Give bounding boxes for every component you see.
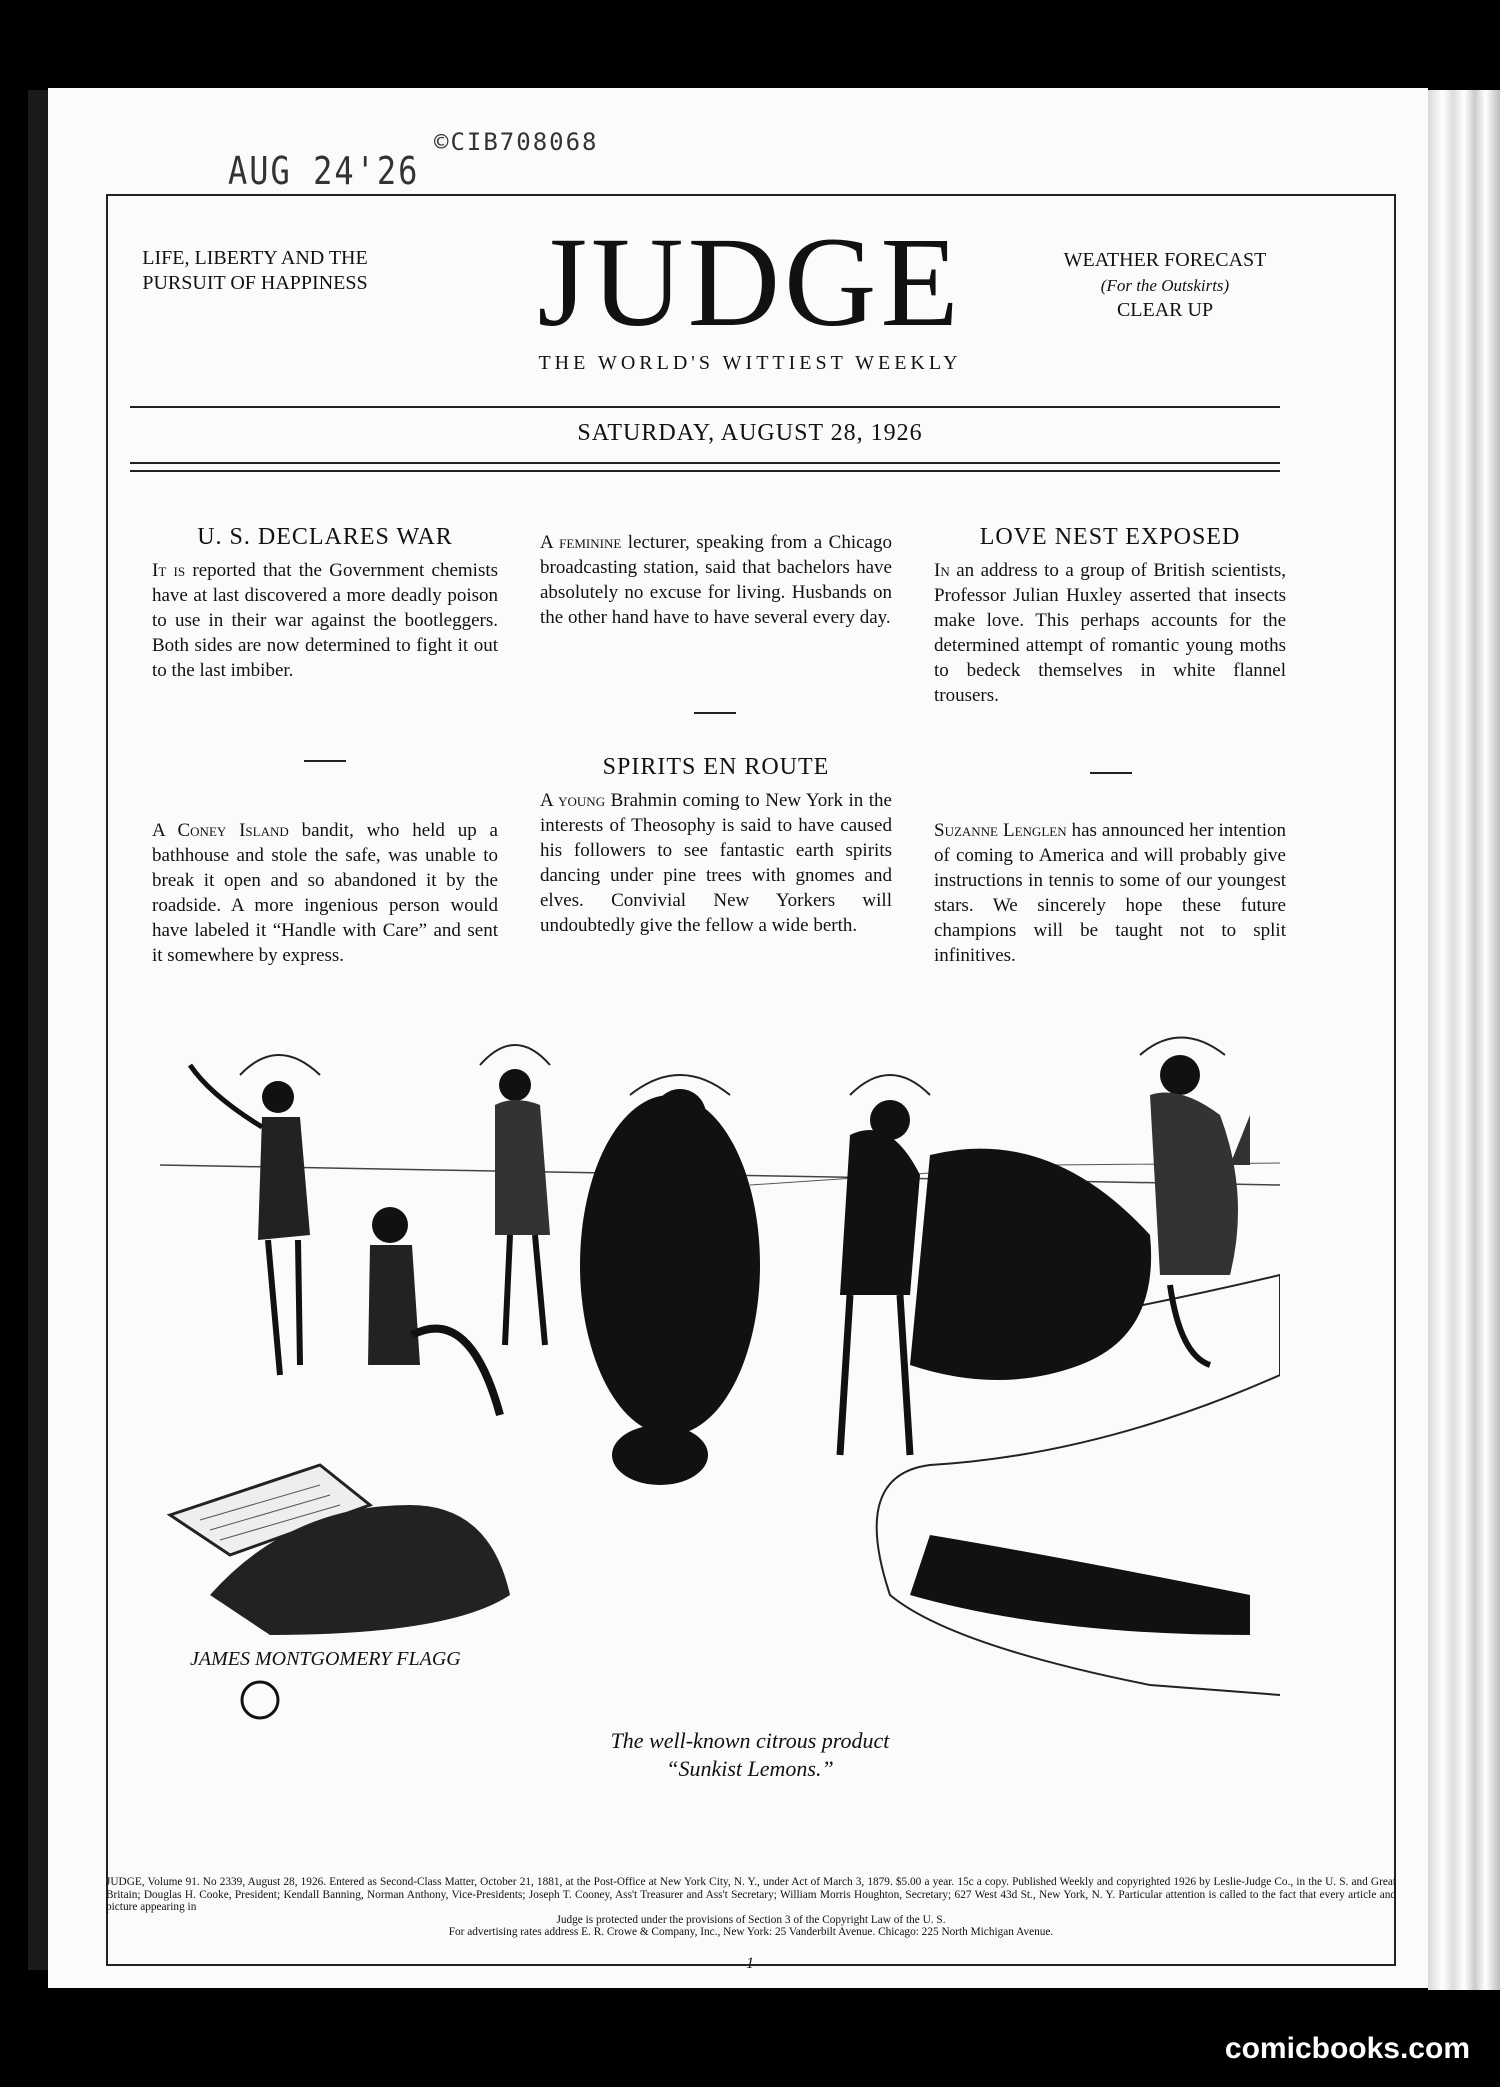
artist-signature: JAMES MONTGOMERY FLAGG bbox=[190, 1648, 461, 1670]
header-rule-bottom-2 bbox=[130, 470, 1280, 472]
notice-line-3: For advertising rates address E. R. Crowe & Company, Inc., New York: 25 Vanderbilt Avenue. Chicago: 225 North Michigan Avenue. bbox=[448, 1926, 1054, 1938]
column-divider bbox=[694, 712, 736, 714]
article-suzanne-lenglen bbox=[934, 818, 1286, 968]
header-rule-top bbox=[130, 406, 1280, 408]
column-divider bbox=[304, 760, 346, 762]
article-text: A Coney Island bandit, who held up a bathhouse and stole the safe, was unable to break it open and so abandoned it by the roadside. A more ingenious person would have labeled it “Handle with Care” and sent it somewhere by express. bbox=[152, 820, 498, 966]
left-motto: LIFE, LIBERTY AND THE PURSUIT OF HAPPINESS bbox=[142, 247, 368, 294]
caption-line-1: The well-known citrous product bbox=[610, 1728, 890, 1753]
copyright-stamp: ©CIB708068 bbox=[434, 128, 599, 156]
article-text: It is reported that the Government chemists have at last discovered a more deadly poison to use in their war against the bootleggers. Both sides are now determined to fight it out to the last imbiber. bbox=[152, 560, 499, 681]
article-us-declares-war bbox=[152, 525, 498, 683]
article-coney-island bbox=[152, 818, 498, 968]
masthead-title: JUDGE bbox=[537, 211, 963, 353]
article-text: Suzanne Lenglen has announced her intention of coming to America and will probably give instructions in tennis to some of our youngest stars. We sincerely hope these future champions will be taught not to split infinitives. bbox=[934, 820, 1286, 966]
publication-notice bbox=[106, 1876, 1396, 1939]
notice-line-2: Judge is protected under the provisions of Section 3 of the Copyright Law of the U. S. bbox=[556, 1913, 946, 1926]
article-headline: SPIRITS EN ROUTE bbox=[602, 754, 830, 780]
site-watermark: comicbooks.com bbox=[1224, 2032, 1470, 2065]
forecast-value: CLEAR UP bbox=[1116, 299, 1214, 321]
beach-cartoon-illustration bbox=[150, 1035, 1280, 1725]
caption-line-2: “Sunkist Lemons.” bbox=[666, 1756, 834, 1781]
page-edges bbox=[1428, 90, 1500, 1990]
masthead-tagline: THE WORLD'S WITTIEST WEEKLY bbox=[538, 352, 962, 374]
dateline: SATURDAY, AUGUST 28, 1926 bbox=[577, 420, 923, 446]
article-love-nest-exposed bbox=[934, 525, 1286, 708]
received-date-stamp: AUG 24'26 bbox=[228, 148, 420, 194]
weather-forecast bbox=[1030, 248, 1300, 323]
article-headline: LOVE NEST EXPOSED bbox=[979, 524, 1241, 550]
article-headline: U. S. DECLARES WAR bbox=[197, 524, 453, 550]
article-text: A feminine lecturer, speaking from a Chicago broadcasting station, said that bachelors have absolutely no excuse for living. Husbands on the other hand have to have several every day. bbox=[540, 532, 892, 628]
forecast-subtitle: (For the Outskirts) bbox=[1100, 276, 1230, 295]
column-divider bbox=[1090, 772, 1132, 774]
cartoon-caption bbox=[0, 1727, 1500, 1783]
header-rule-bottom-1 bbox=[130, 462, 1280, 464]
article-feminine-lecturer bbox=[540, 530, 892, 630]
article-text: In an address to a group of British scientists, Professor Julian Huxley asserted that insects make love. This perhaps accounts for the determined attempt of romantic young moths to bedeck themselves in white flannel trousers. bbox=[934, 560, 1286, 706]
article-spirits-en-route bbox=[540, 755, 892, 938]
artist-monogram bbox=[242, 1682, 278, 1718]
article-text: A young Brahmin coming to New York in the interests of Theosophy is said to have caused his followers to see fantastic earth spirits dancing under pine trees with gnomes and elves. Convivial New Yorkers will undoubtedly give the fellow a wide berth. bbox=[540, 790, 892, 936]
forecast-title: WEATHER FORECAST bbox=[1063, 249, 1267, 271]
page-number: 1 bbox=[746, 1955, 754, 1972]
notice-line-1: JUDGE, Volume 91. No 2339, August 28, 1926. Entered as Second-Class Matter, October 21, 1881, at the Post-Office at New York City, N. Y., under Act of March 3, 1879. $5.00 a year. 15c a copy. Published Weekly and copyrighted 1926 by Leslie-Judge Co., in the U. S. and Great Britain; Douglas H. Cooke, President; Kendall Banning, Norman Anthony, Vice-Presidents; Joseph T. Cooney, Ass't Treasurer and Ass't Secretary; William Morris Houghton, Secretary; 627 West 43d St., New York, N. Y. Particular attention is called to the fact that every article and picture appearing in bbox=[106, 1876, 1396, 1913]
